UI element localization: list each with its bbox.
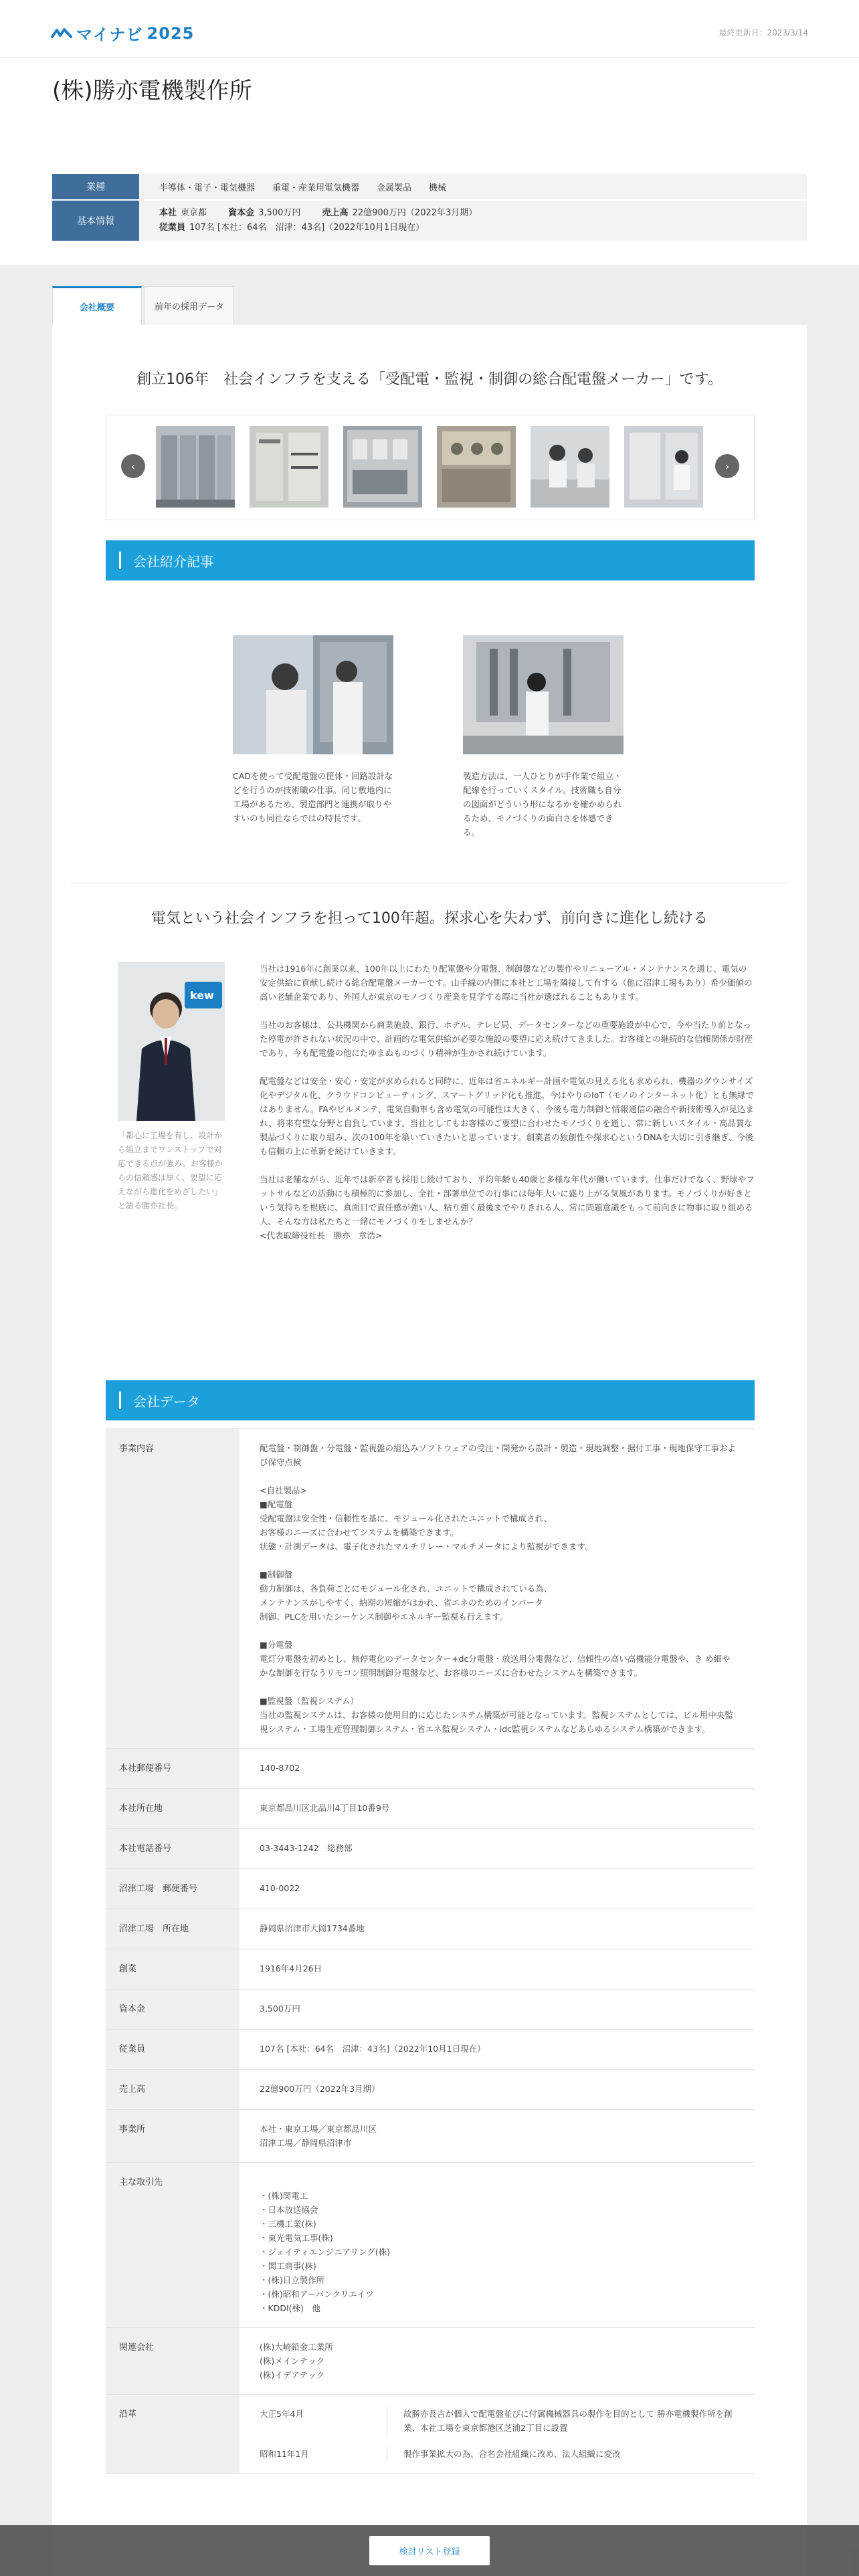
logo-year: 2025 bbox=[147, 23, 195, 43]
history-grid bbox=[260, 2407, 736, 2461]
message-body bbox=[260, 962, 755, 1257]
history-text: 製作事業拡大の為、合名会社組織に改め、法人組織に変改 bbox=[387, 2447, 736, 2461]
article-caption: 製造方法は、一人ひとりが手作業で組立・配線を行っていくスタイル。技術職も自分の図面がどういう形になるかを確かめられるため、モノづくりの面白さを体感できる。 bbox=[463, 771, 622, 837]
logo-text: マイナビ bbox=[76, 25, 143, 44]
data-value: 東京都品川区北品川4丁目10番9号 bbox=[260, 1803, 390, 1813]
data-label: 事業所 bbox=[106, 2110, 240, 2162]
site-header bbox=[0, 0, 859, 58]
company-summary-table bbox=[52, 174, 807, 242]
data-label: 売上高 bbox=[106, 2070, 240, 2109]
data-value: 410-0022 bbox=[260, 1883, 300, 1893]
tab-recruit-data[interactable]: 前年の採用データ bbox=[145, 286, 234, 325]
article-card[interactable] bbox=[463, 635, 624, 839]
company-data-table bbox=[106, 1428, 755, 2474]
sales-value: 22億900万円（2022年3月期） bbox=[352, 208, 478, 218]
data-row bbox=[106, 1749, 755, 1789]
company-name: (株)勝亦電機製作所 bbox=[52, 78, 252, 104]
gallery-thumb[interactable] bbox=[624, 426, 703, 508]
message-paragraph: 配電盤などは安全・安心・安定が求められると同時に、近年は省エネルギー計画や電気の見える化も求められ、機器のダウンサイズ化やデジタル化、クラウドコンピューティング、スマートグリッド化も推進。今はやりのIoT（モノのインターネット化）とも無縁ではありません。FAやビルメンテ、電気自動車も含め電気の可能性は大きく、今後も電力制御と情報通信の融合や新技術導入が見込まれ、将来有望な分野と自負しています。当社としてもお客様のご要望に合わせたモノづくりを通し、常に新しいスタイル・高品質な製品づくりに取り組み、次の100年を築いていきたいと思っています。創業者の独創性や探求心というDNAを大切に引き継ぎ、今後も信頼の上に革新を続けていきます。 bbox=[260, 1076, 754, 1156]
gallery-thumb[interactable] bbox=[343, 426, 422, 508]
data-label: 従業員 bbox=[106, 2030, 240, 2069]
mynavi-logo[interactable] bbox=[51, 21, 194, 45]
section-header-data bbox=[106, 1380, 755, 1420]
data-label: 沼津工場 郵便番号 bbox=[106, 1869, 240, 1909]
industry-item[interactable]: 金属製品 bbox=[377, 183, 412, 193]
message-paragraph: 当社は1916年に創業以来、100年以上にわたり配電盤や分電盤、制御盤などの製作やリニューアル・メンテナンスを通じ、電気の安定供給に貢献し続ける総合配電盤メーカーです。山手線の内側に本社と工場を隣接して有する（他に沼津工場もあり）希少価値の高い老舗企業であり、外国人が東京のモノづくり産業を見学する際に当社が選ばれることもあります。 bbox=[260, 964, 753, 1002]
hq-label: 本社 bbox=[159, 208, 177, 218]
section-title: 会社紹介記事 bbox=[133, 553, 213, 570]
president-photo bbox=[118, 962, 225, 1121]
president-block bbox=[118, 962, 225, 1213]
data-label: 関連会社 bbox=[106, 2328, 240, 2394]
data-value: ・(株)関電工 ・日本放送協会 ・三機工業(株) ・東光電気工事(株) ・ジェイティエンジニアリング(株) ・関工商事(株) ・(株)日立製作所 ・(株)昭和アーバンクリエイツ ・KDDI(株) 他 bbox=[260, 2191, 390, 2313]
gallery-thumb[interactable] bbox=[250, 426, 328, 508]
data-value: 本社・東京工場／東京都品川区 沼津工場／静岡県沼津市 bbox=[260, 2124, 377, 2148]
data-value: 1916年4月26日 bbox=[260, 1963, 322, 1973]
tab-company-overview[interactable]: 会社概要 bbox=[52, 286, 142, 325]
data-row-business bbox=[106, 1429, 755, 1749]
hq-value: 東京都 bbox=[181, 208, 207, 218]
history-date: 大正5年4月 bbox=[260, 2409, 304, 2419]
president-caption: 「都心に工場を有し、設計から組立までワンストップで対応できる点が強み。お客様からの信頼感は厚く、要望に応えながら進化をめざしたい」と語る勝亦社長。 bbox=[118, 1131, 223, 1210]
data-row bbox=[106, 2163, 755, 2328]
data-row bbox=[106, 2030, 755, 2070]
basic-info-label: 基本情報 bbox=[52, 201, 139, 242]
tab-bar bbox=[52, 286, 234, 325]
data-value: 03-3443-1242 総務部 bbox=[260, 1843, 353, 1853]
section-bar bbox=[119, 552, 121, 569]
gallery-thumb[interactable] bbox=[156, 426, 235, 508]
industry-item[interactable]: 半導体・電子・電気機器 bbox=[159, 183, 256, 193]
history-list bbox=[240, 2395, 755, 2473]
last-updated: 最終更新日：2023/3/14 bbox=[719, 28, 808, 37]
article-card[interactable] bbox=[233, 635, 393, 825]
employees-label: 従業員 bbox=[159, 223, 186, 233]
section-header-intro bbox=[106, 540, 755, 580]
basic-line-1 bbox=[159, 206, 807, 221]
industry-list bbox=[139, 174, 807, 201]
data-value: 静岡県沼津市大岡1734番地 bbox=[260, 1923, 365, 1933]
data-row bbox=[106, 1869, 755, 1909]
message-paragraph: 当社のお客様は、公共機関から商業施設、銀行、ホテル、テレビ局、データセンターなどの重要施設が中心で、今や当たり前となった停電が許されない状況の中で、計画的な電気供給が必要な施設の要望に応え続けてきました。お客様との継続的な信頼関係が財産であり、今も配電盤の他にたゆまぬものづくり精神が生かされ続けています。 bbox=[260, 1020, 753, 1058]
article-photo[interactable] bbox=[233, 635, 393, 754]
article-caption: CADを使って受配電盤の筐体・回路設計などを行うのが技術職の仕事。同じ敷地内に工場があるため、製造部門と連携が取りやすいのも同社ならではの特長です。 bbox=[233, 771, 393, 823]
data-row bbox=[106, 2110, 755, 2163]
data-value: 22億900万円（2022年3月期） bbox=[260, 2084, 380, 2094]
catch-copy: 創立106年 社会インフラを支える「受配電・監視・制御の総合配電盤メーカー」です。 bbox=[136, 371, 723, 388]
data-row bbox=[106, 1990, 755, 2030]
data-row bbox=[106, 1829, 755, 1869]
photo-gallery bbox=[106, 415, 755, 520]
basic-info-values bbox=[139, 201, 807, 242]
section-title: 会社データ bbox=[133, 1393, 200, 1410]
article-photo[interactable] bbox=[463, 635, 624, 754]
data-row bbox=[106, 1909, 755, 1949]
data-row-history bbox=[106, 2395, 755, 2474]
data-label: 沼津工場 所在地 bbox=[106, 1909, 240, 1949]
capital-value: 3,500万円 bbox=[258, 208, 301, 218]
basic-line-2 bbox=[159, 221, 807, 235]
data-label: 沿革 bbox=[106, 2395, 240, 2473]
data-label: 主な取引先 bbox=[106, 2163, 240, 2327]
gallery-prev-button[interactable]: ‹ bbox=[121, 454, 145, 478]
history-text: 故勝亦長吉が個人で配電盤並びに付属機械器具の製作を目的として 勝亦電機製作所を創業、本社工場を東京都港区芝浦2丁目に設置 bbox=[387, 2407, 736, 2435]
data-row bbox=[106, 1789, 755, 1829]
industry-row bbox=[52, 174, 807, 201]
logo-mark-icon bbox=[51, 27, 72, 39]
data-label: 事業内容 bbox=[106, 1429, 240, 1748]
data-value: 140-8702 bbox=[260, 1763, 300, 1773]
data-value: 配電盤・制御盤・分電盤・監視盤の組込みソフトウェアの受注・開発から設計・製造・現地調整・据付工事・現地保守工事および保守点検 <自社製品> ■配電盤 受配電盤は安全性・信頼性を基に、モジュール化されたユニットで構成され、 お客様のニーズに合わせてシステムを構築できます。 状態・計測データは、電子化されたマルチリレー・マルチメータにより監視ができます。 ■制御盤 動力制御は、各負荷ごとにモジュール化され、ユニットで構成されている為、 メンテナンスがしやすく、納期の短縮がはかれ、省エネのためのインバータ 制御、PLCを用いたシーケンス制御やエネルギー監視も行えます。 ■分電盤 電灯分電盤を初めとし、無停電化のデータセンター+dc分電盤・放送用分電盤など、信頼性の高い高機能分電盤や、き め細やかな制御を行なうリモコン照明制御分電盤など、お客様のニーズに合わせたシステムを構築できます。 ■監視盤（監視システム） 当社の監視システムは、お客様の使用目的に応じたシステム構築が可能となっています。監視システムとしては、ビル用中央監視システム・工場生産管理制御システム・省エネ監視システム・idc監視システムなどあらゆるシステム構築ができます。 bbox=[260, 1443, 737, 1734]
svg-text:kew: kew bbox=[190, 989, 214, 1002]
sales-label: 売上高 bbox=[322, 208, 349, 218]
data-label: 創業 bbox=[106, 1949, 240, 1989]
data-label: 本社郵便番号 bbox=[106, 1749, 240, 1788]
add-to-list-button[interactable]: 検討リスト登録 bbox=[369, 2536, 490, 2565]
employees-value: 107名 [本社：64名 沼津：43名]（2022年10月1日現在） bbox=[189, 223, 425, 233]
data-row bbox=[106, 1949, 755, 1990]
gallery-thumb[interactable] bbox=[437, 426, 516, 508]
data-label: 本社電話番号 bbox=[106, 1829, 240, 1868]
basic-info-row bbox=[52, 201, 807, 242]
data-row bbox=[106, 2070, 755, 2110]
history-date: 昭和11年1月 bbox=[260, 2449, 309, 2459]
message-paragraph: 当社は老舗ながら、近年では新卒者も採用し続けており、平均年齢も40歳と多様な年代が働いています。仕事だけでなく、野球やフットサルなどの活動にも積極的に参加し、全社・部署単位での行事には毎年大いに盛り上がる気風があります。モノづくりが好きという気持ちを根底に、真面目で責任感が強い人、粘り強く最後までやりきれる人、常に問題意識をもって前向きに物事に取り組める人、そんな方は私たちと一緒にモノづくりをしませんか？ <代表取締役社長 勝亦 章浩> bbox=[260, 1174, 755, 1241]
industry-item[interactable]: 機械 bbox=[429, 183, 447, 193]
data-value: 107名 [本社：64名 沼津：43名]（2022年10月1日現在） bbox=[260, 2044, 486, 2054]
data-value: (株)大崎鉛金工業所 (株)メインテック (株)イデアテック bbox=[260, 2342, 333, 2380]
data-label: 本社所在地 bbox=[106, 1789, 240, 1828]
message-title: 電気という社会インフラを担って100年超。探求心を失わず、前向きに進化し続ける bbox=[151, 910, 708, 927]
industry-item[interactable]: 重電・産業用電気機器 bbox=[272, 183, 360, 193]
capital-label: 資本金 bbox=[228, 208, 255, 218]
gallery-next-button[interactable]: › bbox=[715, 454, 739, 478]
bottom-action-bar bbox=[0, 2525, 859, 2576]
main-card bbox=[52, 325, 807, 2576]
data-label: 資本金 bbox=[106, 1990, 240, 2029]
data-value: 3,500万円 bbox=[260, 2004, 300, 2014]
data-row bbox=[106, 2328, 755, 2395]
industry-label: 業種 bbox=[52, 174, 139, 201]
gallery-thumb[interactable] bbox=[531, 426, 609, 508]
section-bar bbox=[119, 1392, 121, 1409]
